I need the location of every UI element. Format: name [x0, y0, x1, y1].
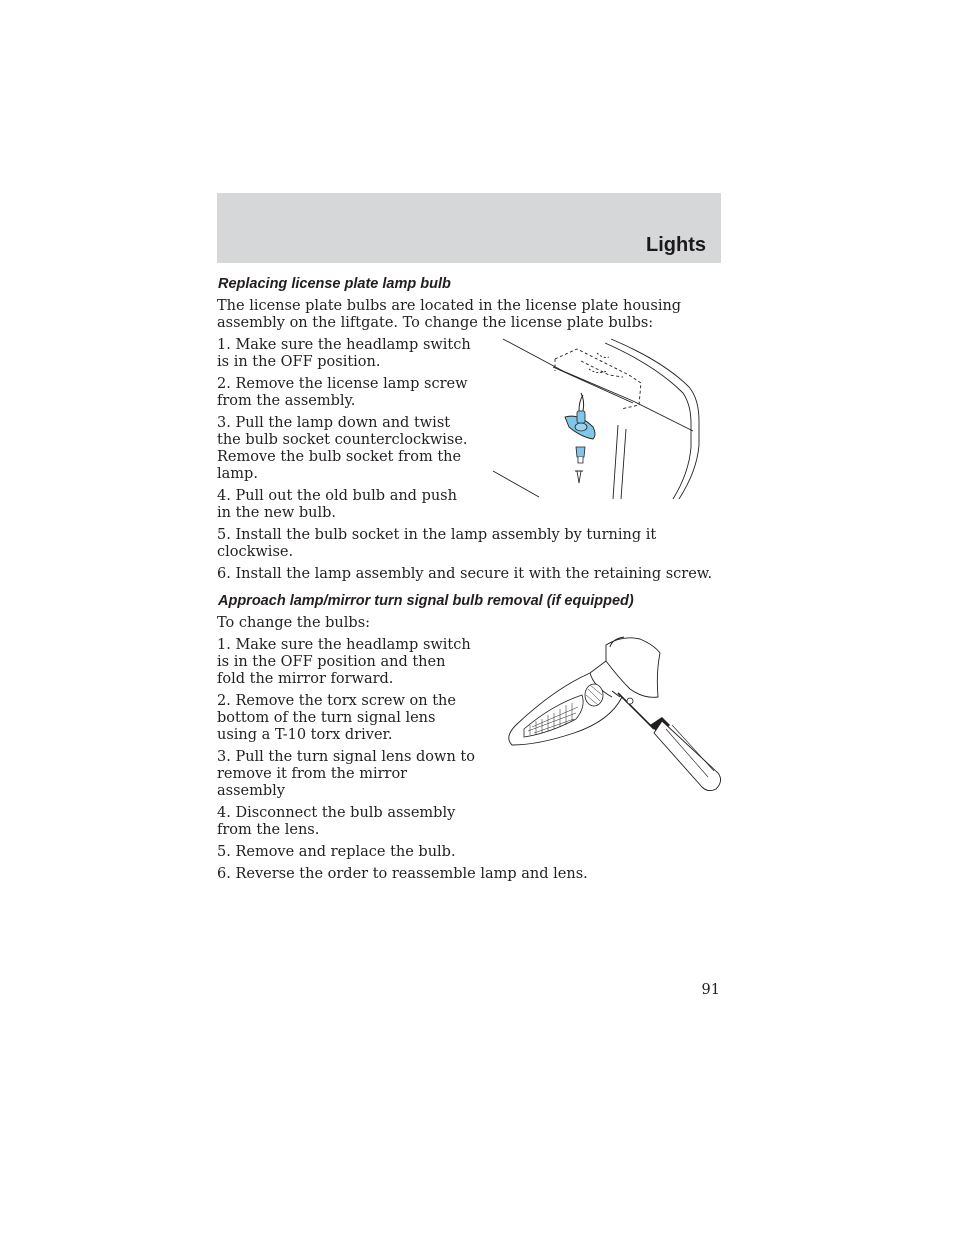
- section1-step: 1. Make sure the headlamp switch is in the OFF position.: [217, 337, 471, 370]
- section-header-band: [217, 193, 721, 263]
- section2-step: 1. Make sure the headlamp switch is in the OFF position and then fold the mirror forward.: [217, 637, 471, 687]
- bulb-socket-icon: [565, 393, 595, 439]
- section2-intro: To change the bulbs:: [217, 615, 371, 631]
- section2-step: 5. Remove and replace the bulb.: [217, 844, 456, 860]
- turn-signal-lens-icon: [524, 684, 603, 737]
- section2-step: 4. Disconnect the bulb assembly from the lens.: [217, 805, 456, 838]
- page-content: [217, 276, 723, 888]
- section2-steps-column: [217, 637, 475, 866]
- section1-step: 3. Pull the lamp down and twist the bulb socket counterclockwise. Remove the bulb socket from the lamp.: [217, 415, 468, 482]
- section2-step: 3. Pull the turn signal lens down to remove it from the mirror assembly: [217, 749, 475, 799]
- bulb-icon: [576, 447, 585, 463]
- license-plate-lamp-illustration: [493, 331, 719, 499]
- section2-step: 6. Reverse the order to reassemble lamp and lens.: [217, 866, 588, 882]
- section2-title: Approach lamp/mirror turn signal bulb removal (if equipped): [218, 593, 634, 609]
- page-number: 91: [701, 982, 720, 998]
- torx-screwdriver-icon: [612, 691, 721, 791]
- section1-title: Replacing license plate lamp bulb: [218, 276, 451, 292]
- section1-step: 6. Install the lamp assembly and secure it with the retaining screw.: [217, 566, 713, 582]
- mirror-turn-signal-illustration: [494, 633, 730, 791]
- section1-intro: The license plate bulbs are located in the license plate housing assembly on the liftgate. To change the license plate bulbs:: [217, 298, 682, 331]
- section1-steps-with-figure: [217, 337, 723, 527]
- page-title: Lights: [646, 234, 706, 256]
- section1-step: 2. Remove the license lamp screw from the assembly.: [217, 376, 468, 409]
- section1-steps-column: [217, 337, 475, 527]
- section1-step: 4. Pull out the old bulb and push in the new bulb.: [217, 488, 457, 521]
- section2-step: 2. Remove the torx screw on the bottom of the turn signal lens using a T-10 torx driver.: [217, 693, 456, 743]
- screw-icon: [575, 471, 583, 483]
- section1-step: 5. Install the bulb socket in the lamp assembly by turning it clockwise.: [217, 527, 657, 560]
- section2-steps-with-figure: [217, 637, 723, 866]
